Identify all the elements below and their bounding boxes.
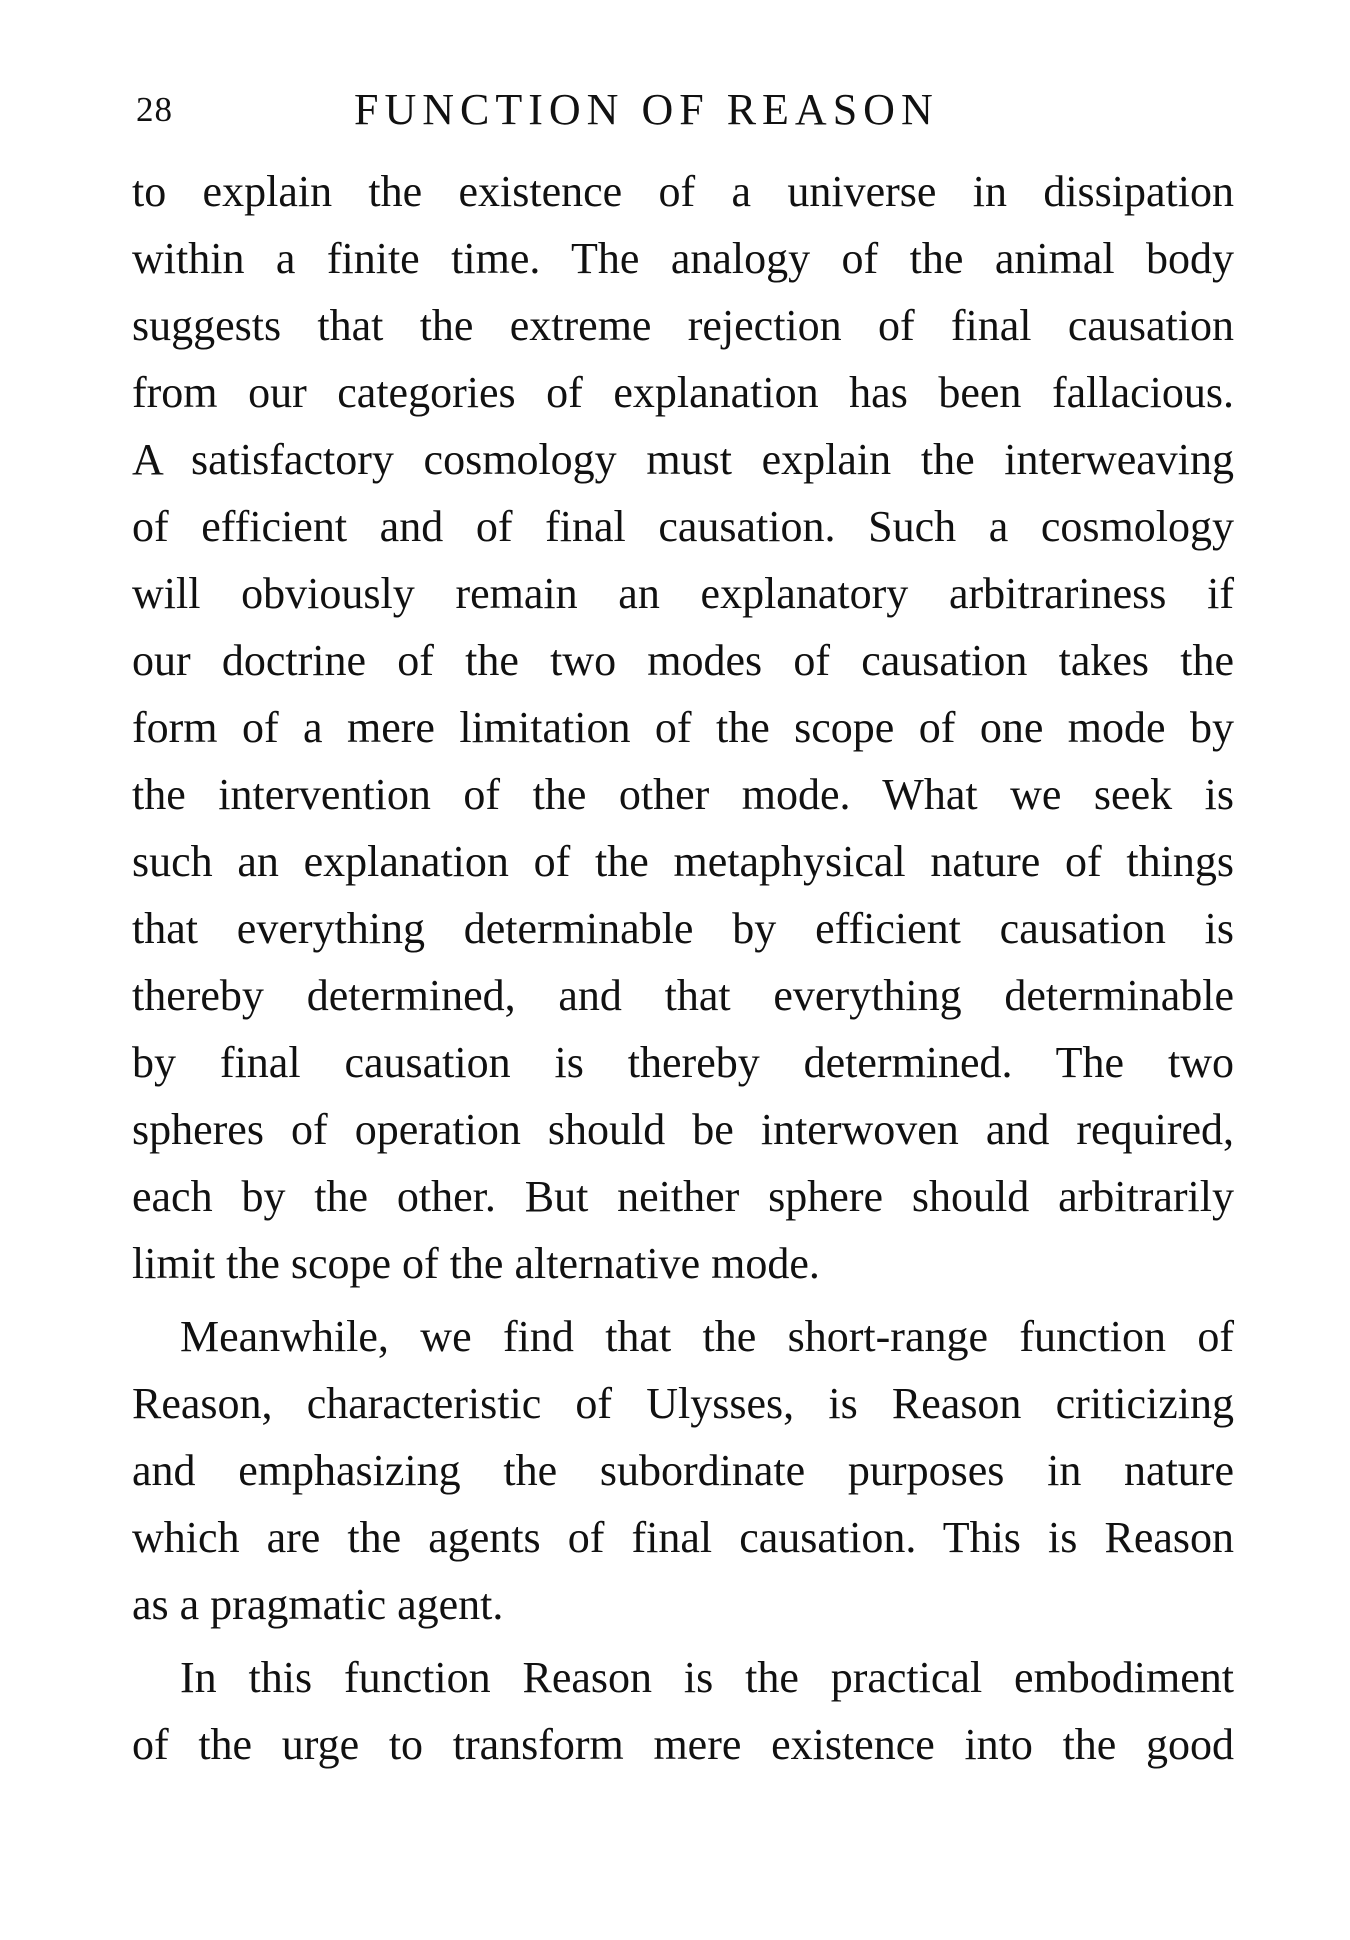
text-line: which are the agents of final causation. This is Reason: [132, 1513, 1234, 1562]
paragraph-1: [132, 158, 1234, 1297]
text-line: of the urge to transform mere existence into the good: [132, 1720, 1234, 1769]
text-line: as a pragmatic agent.: [132, 1580, 504, 1629]
text-line: by final causation is thereby determined. The two: [132, 1038, 1234, 1087]
text-line: such an explanation of the metaphysical nature of things: [132, 837, 1234, 886]
running-head: [136, 84, 1236, 144]
text-line: of efficient and of final causation. Such a cosmology: [132, 502, 1234, 551]
text-line: suggests that the extreme rejection of final causation: [132, 301, 1234, 350]
text-line: the intervention of the other mode. What we seek is: [132, 770, 1234, 819]
text-line: each by the other. But neither sphere should arbitrarily: [132, 1172, 1234, 1221]
text-line: to explain the existence of a universe in dissipation: [132, 167, 1234, 216]
running-title: FUNCTION OF REASON: [354, 85, 939, 134]
text-line: Meanwhile, we find that the short-range function of: [180, 1312, 1234, 1361]
paragraph-2: [132, 1303, 1234, 1638]
text-line: within a finite time. The analogy of the animal body: [132, 234, 1234, 283]
page-number: 28: [136, 90, 173, 129]
text-line: that everything determinable by efficient causation is: [132, 904, 1234, 953]
text-line: will obviously remain an explanatory arbitrariness if: [132, 569, 1234, 618]
paragraph-3: [132, 1644, 1234, 1778]
text-line: spheres of operation should be interwoven and required,: [132, 1105, 1234, 1154]
text-line: limit the scope of the alternative mode.: [132, 1239, 820, 1288]
text-line: A satisfactory cosmology must explain the interweaving: [132, 435, 1234, 484]
text-line: and emphasizing the subordinate purposes in nature: [132, 1446, 1234, 1495]
text-line: Reason, characteristic of Ulysses, is Reason criticizing: [132, 1379, 1234, 1428]
body-text: [132, 158, 1234, 1784]
text-line: our doctrine of the two modes of causation takes the: [132, 636, 1234, 685]
text-line: thereby determined, and that everything determinable: [132, 971, 1234, 1020]
text-line: In this function Reason is the practical embodiment: [180, 1653, 1234, 1702]
text-line: from our categories of explanation has been fallacious.: [132, 368, 1234, 417]
text-line: form of a mere limitation of the scope of one mode by: [132, 703, 1234, 752]
